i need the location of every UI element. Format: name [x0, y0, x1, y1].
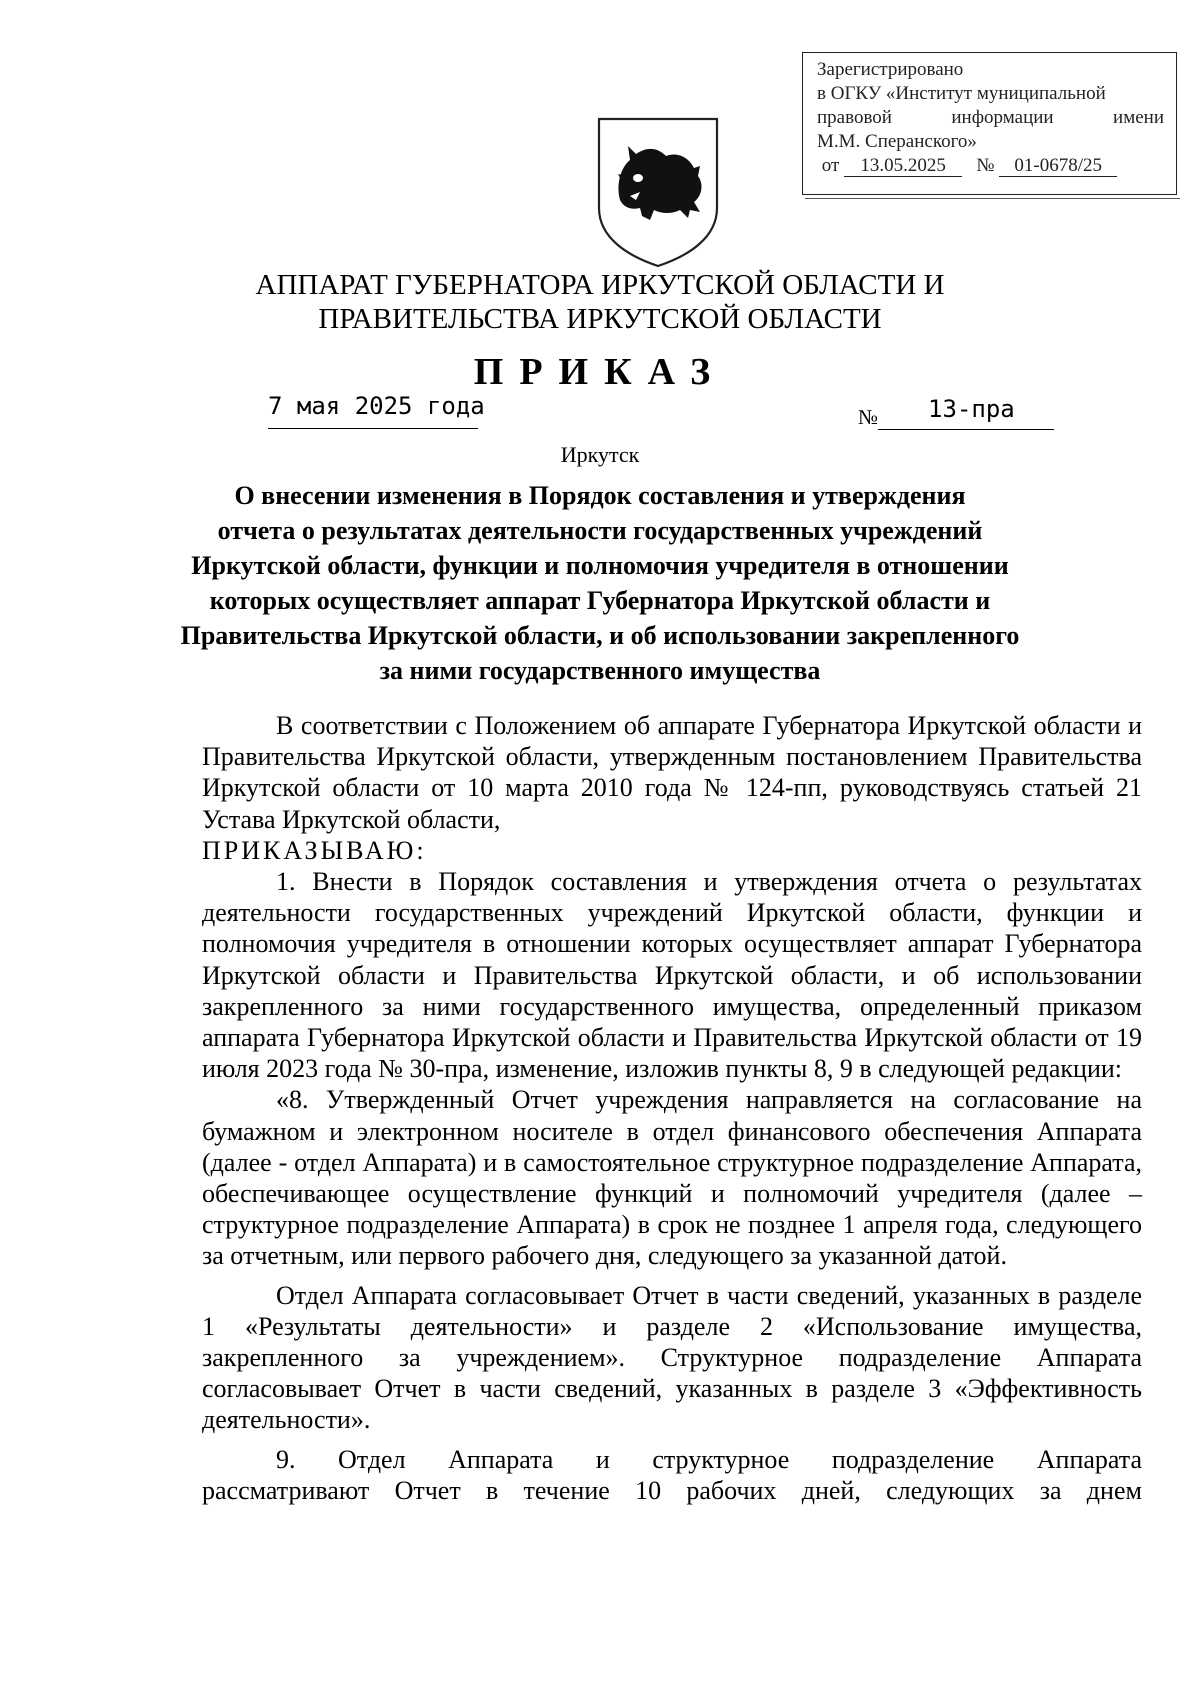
stamp-line: М.М. Сперанского»: [817, 131, 977, 152]
word: и: [595, 1444, 610, 1474]
word: Аппарата: [1036, 1444, 1142, 1474]
title-line: Правительства Иркутской области, и об использовании закрепленного: [180, 621, 1020, 650]
irkutsk-coat-of-arms-icon: [596, 116, 720, 268]
stamp-word: правовой: [817, 107, 892, 128]
org-line: АППАРАТ ГУБЕРНАТОРА ИРКУТСКОЙ ОБЛАСТИ И: [255, 269, 945, 301]
stamp-line: в ОГКУ «Институт муниципальной: [817, 83, 1106, 104]
order-number-label: №: [858, 405, 879, 429]
document-title: [150, 478, 1050, 688]
stamp-date-prefix: от: [821, 155, 840, 176]
stamp-number: 01-0678/25: [999, 156, 1117, 177]
word: течение: [523, 1475, 610, 1505]
word: 10: [635, 1475, 662, 1505]
stamp-line: Зарегистрировано: [817, 59, 964, 80]
stamp-shadow: [805, 194, 1180, 199]
word: рабочих: [686, 1475, 777, 1505]
paragraph-item-9-line1: [202, 1444, 1142, 1475]
word: подразделение: [831, 1444, 995, 1474]
organization-name: [0, 268, 1200, 336]
word: за: [1039, 1475, 1062, 1505]
paragraph-preamble: В соответствии с Положением об аппарате Губернатора Иркутской области и Правительства Иркутской области, утвержденным постановлением Правительства Иркутской области от 10 марта 2010 года № 124-пп, руководствуясь статьей 21 Устава Иркутской области,: [202, 711, 1142, 834]
word: Отдел: [338, 1444, 406, 1474]
title-line: О внесении изменения в Порядок составления и утверждения: [234, 481, 966, 510]
org-line: ПРАВИТЕЛЬСТВА ИРКУТСКОЙ ОБЛАСТИ: [318, 303, 882, 335]
order-word: ПРИКАЗЫВАЮ:: [202, 835, 427, 865]
word: рассматривают: [202, 1475, 370, 1505]
word: Аппарата: [448, 1444, 554, 1474]
stamp-line: [817, 106, 1164, 130]
document-type-heading: ПРИКАЗ: [473, 351, 727, 393]
stamp-word: имени: [1113, 107, 1164, 128]
word: Отчет: [394, 1475, 461, 1505]
document-body: [202, 710, 1142, 1506]
word: в: [485, 1475, 499, 1505]
registration-stamp: [802, 52, 1177, 195]
paragraph-item-8: «8. Утвержденный Отчет учреждения направляется на согласование на бумажном и электронном носителе в отдел финансового обеспечения Аппарата (далее - отдел Аппарата) и в самостоятельное структурное подразделение Аппарата, обеспечивающее осуществление функций и полномочий учредителя (далее – структурное подразделение Аппарата) в срок не позднее 1 апреля года, следующего за отчетным, или первого рабочего дня, следующего за указанной датой.: [202, 1085, 1142, 1271]
word: структурное: [652, 1444, 790, 1474]
order-number-value: 13-пра: [878, 395, 1054, 430]
stamp-number-prefix: №: [976, 155, 995, 176]
word: 9.: [276, 1444, 296, 1474]
title-line: Иркутской области, функции и полномочия учредителя в отношении: [191, 551, 1009, 580]
word: следующих: [886, 1475, 1015, 1505]
paragraph-item-1: 1. Внести в Порядок составления и утверждения отчета о результатах деятельности государственных учреждений Иркутской области, функции и полномочия учредителя в отношении которых осуществляет аппарат Губернатора Иркутской области и Правительства Иркутской области, и об использовании закрепленного за ними государственного имущества, определенный приказом аппарата Губернатора Иркутской области и Правительства Иркутской области от 19 июля 2023 года № 30-пра, изменение, изложив пункты 8, 9 в следующей редакции:: [202, 867, 1142, 1084]
stamp-word: информации: [951, 107, 1054, 128]
city: Иркутск: [560, 442, 640, 467]
stamp-date: 13.05.2025: [844, 156, 962, 177]
word: дней,: [801, 1475, 861, 1505]
paragraph-item-9-line2: [202, 1475, 1142, 1506]
order-date: 7 мая 2025 года: [268, 392, 478, 429]
title-line: отчета о результатах деятельности государственных учреждений: [217, 516, 983, 545]
title-line: за ними государственного имущества: [379, 656, 821, 685]
order-number: [858, 395, 1054, 430]
title-line: которых осуществляет аппарат Губернатора Иркутской области и: [209, 586, 991, 615]
paragraph-item-8-cont: Отдел Аппарата согласовывает Отчет в части сведений, указанных в разделе 1 «Результаты деятельности» и разделе 2 «Использование имущества, закрепленного за учреждением». Структурное подразделение Аппарата согласовывает Отчет в части сведений, указанных в разделе 3 «Эффективность деятельности».: [202, 1280, 1142, 1435]
word: днем: [1086, 1475, 1142, 1505]
stamp-date-number-line: [817, 154, 1164, 178]
